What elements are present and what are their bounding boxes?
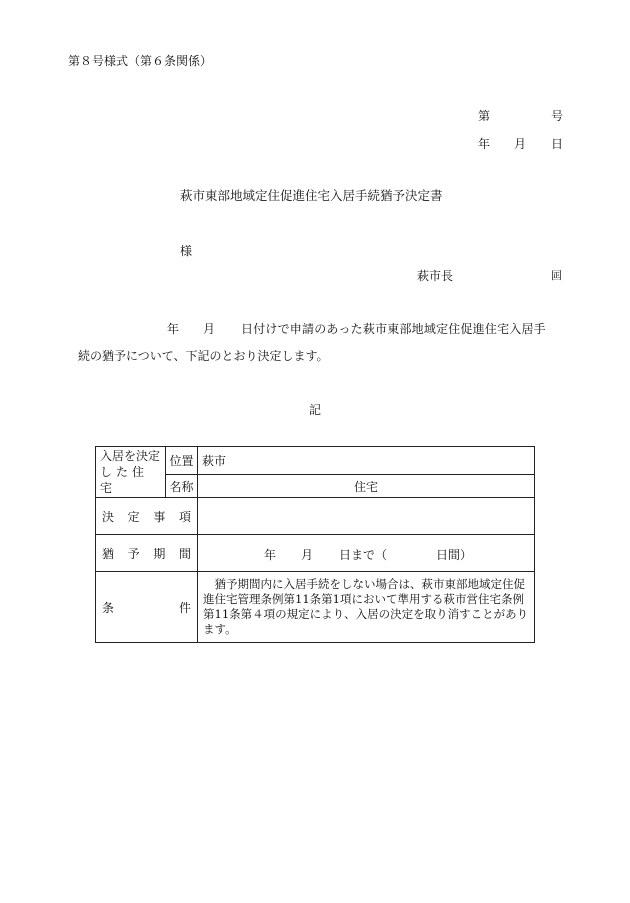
move-in-label-line1: 入居を決定 xyxy=(100,449,161,463)
condition-value xyxy=(198,572,535,643)
decision-label-char: 定 xyxy=(127,509,140,524)
period-label-char: 間 xyxy=(178,546,191,561)
period-label-char: 期 xyxy=(153,546,166,561)
move-in-label-line2: した住宅 xyxy=(100,465,149,495)
form-number: 第８号様式（第６条関係） xyxy=(68,54,213,68)
period-label xyxy=(96,535,198,572)
location-label: 位置 xyxy=(166,447,198,475)
addressee-suffix: 様 xyxy=(180,244,193,258)
condition-label-char: 条 xyxy=(102,600,115,615)
condition-label xyxy=(96,572,198,643)
name-value: 住宅 xyxy=(198,475,535,498)
number-suffix: 号 xyxy=(551,109,564,123)
decision-value xyxy=(198,498,535,535)
name-label: 名称 xyxy=(166,475,198,498)
decision-table xyxy=(95,446,535,643)
decision-label-char: 決 xyxy=(102,509,115,524)
seal-mark: 囸 xyxy=(551,269,562,282)
issuer: 萩市長 xyxy=(417,269,454,283)
location-value: 萩市 xyxy=(198,447,535,475)
period-days: 日間） xyxy=(436,548,473,562)
ki-heading: 記 xyxy=(309,403,322,417)
decision-label-char: 事 xyxy=(153,509,166,524)
period-label-char: 猶 xyxy=(102,546,115,561)
number-prefix: 第 xyxy=(478,109,491,123)
body-year: 年 xyxy=(167,322,180,336)
period-month: 月 xyxy=(301,548,314,562)
decision-label-char: 項 xyxy=(178,509,191,524)
body-line1-rest: 日付けで申請のあった萩市東部地域定住促進住宅入居手 xyxy=(241,322,546,336)
period-label-char: 予 xyxy=(127,546,140,561)
period-value xyxy=(198,535,535,572)
condition-label-char: 件 xyxy=(178,600,191,615)
condition-text: 猶予期間内に入居手続をしない場合は、萩市東部地域定住促進住宅管理条例第11条第1項において準用する萩市営住宅条例第11条第４項の規定により、入居の決定を取り消すことがあります。 xyxy=(203,577,529,636)
move-in-label xyxy=(96,447,166,498)
body-line2: 続の猶予について、下記のとおり決定します。 xyxy=(78,349,329,363)
document-title: 萩市東部地域定住促進住宅入居手続猶予決定書 xyxy=(180,188,443,203)
date-year: 年 xyxy=(478,137,491,151)
period-until: 日まで（ xyxy=(339,548,388,562)
body-month: 月 xyxy=(203,322,216,336)
date-month: 月 xyxy=(514,137,527,151)
period-year: 年 xyxy=(264,548,277,562)
decision-label xyxy=(96,498,198,535)
date-day: 日 xyxy=(551,137,564,151)
